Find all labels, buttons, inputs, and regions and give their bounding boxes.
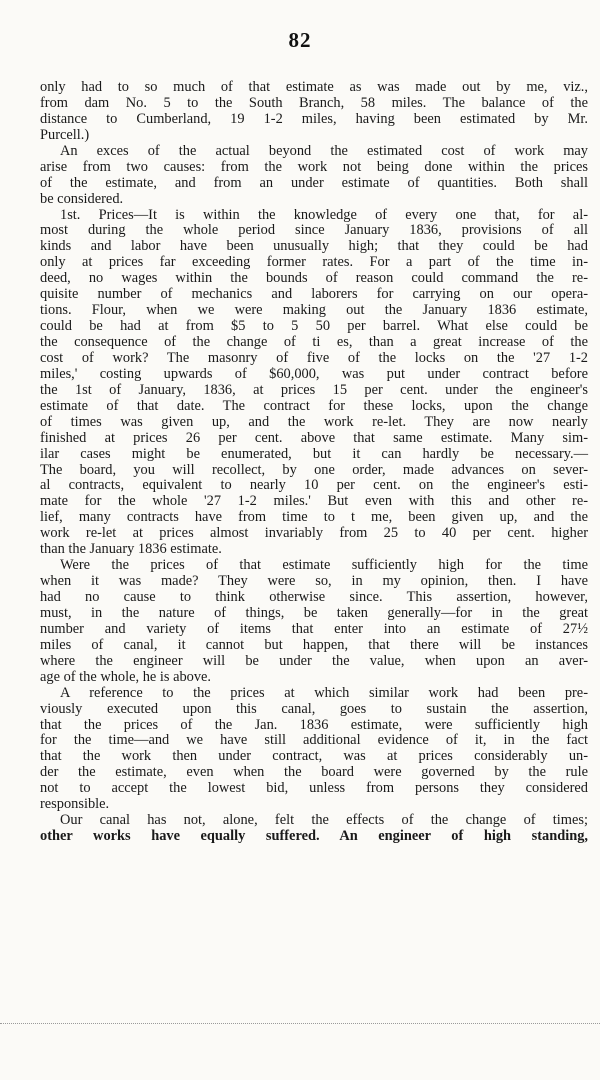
text-line: be considered. xyxy=(40,190,124,207)
text-line: from dam No. 5 to the South Branch, 58 miles. The balance of the xyxy=(40,94,588,111)
text-line: finished at prices 26 per cent. above that same estimate. Many sim- xyxy=(40,429,588,446)
text-line: only had to so much of that estimate as was made out by me, viz., xyxy=(40,79,588,95)
text-line: of times was given up, and the work re-let. They are now nearly xyxy=(40,413,588,430)
text-line: al contracts, equivalent to nearly 10 per cent. on the engineer's esti- xyxy=(40,477,588,494)
text-line: must, in the nature of things, be taken generally—for in the great xyxy=(40,604,588,621)
text-line: other works have equally suffered. An engineer of high standing, xyxy=(40,828,588,845)
text-line: where the engineer will be under the value, when upon an aver- xyxy=(40,652,588,669)
text-line: mate for the whole '27 1-2 miles.' But even with this and other re- xyxy=(40,493,588,510)
text-line: kinds and labor have been unusually high; that they could be had xyxy=(40,238,588,255)
text-line: The board, you will recollect, by one order, made advances on sever- xyxy=(40,461,588,478)
text-line: work re-let at prices almost invariably from 25 to 40 per cent. higher xyxy=(40,525,588,542)
text-line: ilar cases might be enumerated, but it can hardly be necessary.— xyxy=(40,445,588,462)
text-line: distance to Cumberland, 19 1-2 miles, having been estimated by Mr. xyxy=(40,110,588,127)
text-line: Were the prices of that estimate sufficiently high for the time xyxy=(60,557,588,574)
text-line: that the prices of the Jan. 1836 estimate, were sufficiently high xyxy=(40,716,588,733)
text-line: viously executed upon this canal, goes to sustain the assertion, xyxy=(40,700,588,717)
page-number: 82 xyxy=(288,28,312,52)
text-line: miles of canal, it cannot but happen, that there will be instances xyxy=(40,636,588,653)
text-line: that the work then under contract, was at prices considerably un- xyxy=(40,748,588,765)
text-line: arise from two causes: from the work not being done within the prices xyxy=(40,158,588,175)
text-line: age of the whole, he is above. xyxy=(40,668,212,685)
text-line: der the estimate, even when the board were governed by the rule xyxy=(40,764,588,781)
text-line: had no cause to think otherwise since. This assertion, however, xyxy=(40,589,588,605)
text-line: 1st. Prices—It is within the knowledge of every one that, for al- xyxy=(60,206,588,223)
text-line: number and variety of items that enter into an estimate of 27½ xyxy=(40,620,588,637)
text-line: most during the whole period since January 1836, provisions of all xyxy=(40,222,588,239)
text-line: when it was made? They were so, in my opinion, then. I have xyxy=(40,573,588,590)
text-line: quisite number of mechanics and laborers for carrying on our opera- xyxy=(40,286,588,303)
text-line: only at prices far exceeding former rates. For a part of the time in- xyxy=(40,254,588,271)
text-line: not to accept the lowest bid, unless from persons they considered xyxy=(40,780,588,797)
text-line: than the January 1836 estimate. xyxy=(40,541,222,558)
text-line: An exces of the actual beyond the estimated cost of work may xyxy=(60,142,588,159)
text-line: could be had at from $5 to 5 50 per barrel. What else could be xyxy=(40,318,588,335)
text-line: the 1st of January, 1836, at prices 15 per cent. under the engineer's xyxy=(40,381,588,398)
text-line: miles,' costing upwards of $60,000, was put under contract before xyxy=(40,365,588,382)
text-line: cost of work? The masonry of five of the locks on the '27 1-2 xyxy=(40,349,588,366)
text-line: the consequence of the change of ti es, than a great increase of the xyxy=(40,334,588,350)
footer-rule xyxy=(0,1023,600,1024)
text-line: Purcell.) xyxy=(40,126,90,143)
text-line: lief, many contracts have from time to t me, been given up, and the xyxy=(40,509,588,526)
body-text xyxy=(40,80,588,845)
text-line: responsible. xyxy=(40,796,110,813)
text-line: for the time—and we have still additional evidence of it, in the fact xyxy=(40,732,588,749)
text-line: Our canal has not, alone, felt the effects of the change of times; xyxy=(60,812,588,829)
text-line: tions. Flour, when we were making out the January 1836 estimate, xyxy=(40,302,588,319)
text-line: A reference to the prices at which similar work had been pre- xyxy=(60,684,588,701)
text-line: estimate of that date. The contract for these locks, upon the change xyxy=(40,397,588,414)
text-line: deed, no wages within the bounds of reason could command the re- xyxy=(40,270,588,287)
text-line: of the estimate, and from an under estimate of quantities. Both shall xyxy=(40,174,588,191)
